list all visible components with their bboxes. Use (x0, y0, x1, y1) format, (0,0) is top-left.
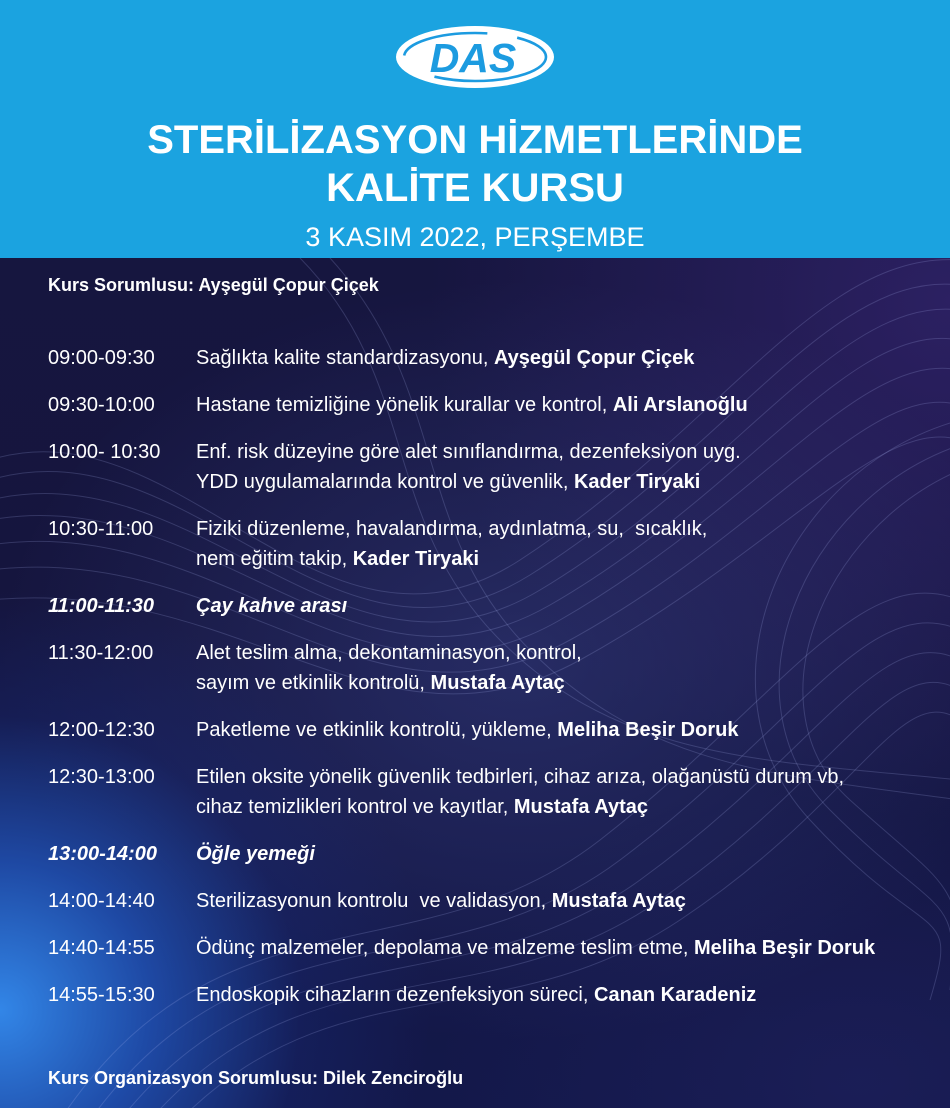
session-time: 14:00-14:40 (48, 890, 155, 912)
schedule-row (48, 762, 928, 822)
session-line (196, 544, 707, 574)
das-logo (394, 24, 556, 90)
session-speaker: Kader Tiryaki (352, 548, 480, 570)
session-topic: sayım ve etkinlik kontrolü, (196, 672, 431, 694)
session-topic: Paketleme ve etkinlik kontrolü, yükleme, (196, 719, 558, 741)
session-description (196, 980, 756, 1010)
break-line (196, 591, 347, 621)
session-speaker: Ayşegül Çopur Çiçek (493, 347, 695, 369)
session-speaker: Mustafa Aytaç (551, 890, 686, 912)
schedule-row (48, 638, 928, 698)
break-line (196, 839, 315, 869)
session-speaker: Mustafa Aytaç (430, 672, 565, 694)
session-topic: Sterilizasyonun kontrolu ve validasyon, (196, 890, 552, 912)
schedule-row (48, 886, 928, 916)
session-description (196, 715, 738, 745)
session-description (196, 343, 694, 373)
schedule-row (48, 715, 928, 745)
session-speaker: Meliha Beşir Doruk (693, 937, 876, 959)
session-topic: Hastane temizliğine yönelik kurallar ve kontrol, (196, 394, 613, 416)
session-description (196, 514, 707, 574)
session-topic: nem eğitim takip, (196, 548, 353, 570)
course-title (0, 116, 950, 212)
schedule-row (48, 933, 928, 963)
session-time: 12:00-12:30 (48, 719, 155, 741)
session-line (196, 638, 582, 668)
session-speaker: Mustafa Aytaç (513, 796, 649, 818)
session-line (196, 792, 844, 822)
session-time: 14:55-15:30 (48, 984, 155, 1006)
course-title-line-2: KALİTE KURSU (326, 166, 624, 210)
schedule-row (48, 980, 928, 1010)
session-speaker: Ali Arslanoğlu (612, 394, 748, 416)
break-title: Öğle yemeği (196, 843, 315, 865)
session-line (196, 467, 741, 497)
session-topic: Enf. risk düzeyine göre alet sınıflandırma, dezenfeksiyon uyg. (196, 441, 741, 463)
session-description (196, 762, 844, 822)
session-line (196, 514, 707, 544)
session-topic: Fiziki düzenleme, havalandırma, aydınlatma, su, sıcaklık, (196, 518, 708, 540)
header-band (0, 0, 950, 258)
schedule-row-break (48, 591, 928, 621)
session-line (196, 715, 738, 745)
session-topic: Sağlıkta kalite standardizasyonu, (196, 347, 494, 369)
session-time: 10:30-11:00 (48, 518, 154, 540)
session-topic: YDD uygulamalarında kontrol ve güvenlik, (196, 471, 574, 493)
session-time: 12:30-13:00 (48, 766, 155, 788)
schedule-row (48, 437, 928, 497)
session-line (196, 343, 694, 373)
session-description (196, 638, 582, 698)
session-time: 10:00- 10:30 (48, 441, 161, 463)
schedule-row (48, 390, 928, 420)
schedule-row (48, 514, 928, 574)
session-time: 09:30-10:00 (48, 394, 155, 416)
session-time: 11:30-12:00 (48, 642, 154, 664)
session-speaker: Meliha Beşir Doruk (557, 719, 739, 741)
session-speaker: Canan Karadeniz (594, 984, 757, 1006)
course-lead: Kurs Sorumlusu: Ayşegül Çopur Çiçek (48, 275, 379, 295)
session-line (196, 886, 686, 916)
break-description (196, 839, 315, 869)
session-time: 14:40-14:55 (48, 937, 155, 959)
session-topic: Etilen oksite yönelik güvenlik tedbirleri, cihaz arıza, olağanüstü durum vb, (196, 766, 845, 788)
session-line (196, 390, 748, 420)
organization-lead: Kurs Organizasyon Sorumlusu: Dilek Zenciroğlu (48, 1068, 464, 1088)
session-topic: Ödünç malzemeler, depolama ve malzeme teslim etme, (196, 937, 694, 959)
schedule-row (48, 343, 928, 373)
session-description (196, 886, 686, 916)
session-description (196, 933, 875, 963)
session-speaker: Kader Tiryaki (573, 471, 701, 493)
break-description (196, 591, 347, 621)
schedule (48, 343, 928, 1027)
session-description (196, 390, 748, 420)
schedule-row-break (48, 839, 928, 869)
break-title: Çay kahve arası (196, 595, 348, 617)
course-date: 3 KASIM 2022, PERŞEMBE (305, 222, 645, 252)
session-line (196, 437, 741, 467)
break-time: 11:00-11:30 (48, 595, 154, 617)
session-line (196, 668, 582, 698)
session-line (196, 980, 756, 1010)
session-line (196, 762, 844, 792)
session-line (196, 933, 875, 963)
session-topic: Endoskopik cihazların dezenfeksiyon süreci, (196, 984, 594, 1006)
session-description (196, 437, 741, 497)
course-title-line-1: STERİLİZASYON HİZMETLERİNDE (147, 118, 803, 162)
logo-text: DAS (429, 35, 517, 81)
break-time: 13:00-14:00 (48, 843, 157, 865)
session-topic: cihaz temizlikleri kontrol ve kayıtlar, (196, 796, 514, 818)
session-time: 09:00-09:30 (48, 347, 155, 369)
session-topic: Alet teslim alma, dekontaminasyon, kontrol, (196, 642, 582, 664)
